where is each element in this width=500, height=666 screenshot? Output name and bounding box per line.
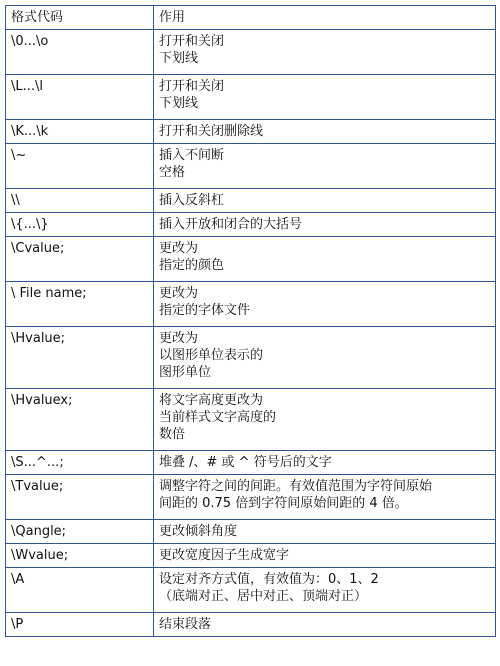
effect-cell: 更改为 指定的字体文件 [154,282,496,327]
effect-cell: 插入开放和闭合的大括号 [154,213,496,237]
table-row [6,213,496,237]
effect-cell: 打开和关闭 下划线 [154,30,496,75]
header-format-code: 格式代码 [6,6,154,30]
table-row [6,613,496,637]
code-cell: \Hvaluex; [6,389,154,451]
table-row [6,475,496,520]
code-cell: \K...\k [6,120,154,144]
effect-cell: 更改宽度因子生成宽字 [154,544,496,568]
table-row [6,568,496,613]
effect-cell: 打开和关闭删除线 [154,120,496,144]
code-cell: \Wvalue; [6,544,154,568]
table-row [6,237,496,282]
code-cell: \\ [6,189,154,213]
effect-cell: 更改为 指定的颜色 [154,237,496,282]
effect-cell: 调整字符之间的间距。有效值范围为字符间原始 间距的 0.75 倍到字符间原始间距的 4 倍。 [154,475,496,520]
effect-cell: 插入不间断 空格 [154,144,496,189]
format-codes-sheet [5,5,495,637]
header-effect: 作用 [154,6,496,30]
code-cell: \ File name; [6,282,154,327]
code-cell: \0...\o [6,30,154,75]
code-cell: \A [6,568,154,613]
code-cell: \L...\l [6,75,154,120]
effect-cell: 更改为 以图形单位表示的 图形单位 [154,327,496,389]
code-cell: \P [6,613,154,637]
table-row [6,282,496,327]
table-row [6,327,496,389]
code-cell: \Hvalue; [6,327,154,389]
effect-cell: 堆叠 /、# 或 ^ 符号后的文字 [154,451,496,475]
effect-cell: 插入反斜杠 [154,189,496,213]
table-row [6,30,496,75]
effect-cell: 结束段落 [154,613,496,637]
table-row [6,144,496,189]
code-cell: \~ [6,144,154,189]
effect-cell: 将文字高度更改为 当前样式文字高度的 数倍 [154,389,496,451]
code-cell: \S...^...; [6,451,154,475]
table-row [6,75,496,120]
code-cell: \Tvalue; [6,475,154,520]
table-row [6,189,496,213]
code-cell: \{...\} [6,213,154,237]
format-codes-table [5,5,496,637]
effect-cell: 更改倾斜角度 [154,520,496,544]
table-row [6,389,496,451]
effect-cell: 打开和关闭 下划线 [154,75,496,120]
code-cell: \Cvalue; [6,237,154,282]
table-row [6,451,496,475]
table-row [6,544,496,568]
table-row [6,120,496,144]
effect-cell: 设定对齐方式值，有效值为：0、1、2 （底端对正、居中对正、顶端对正） [154,568,496,613]
code-cell: \Qangle; [6,520,154,544]
table-row [6,520,496,544]
table-header-row [6,6,496,30]
